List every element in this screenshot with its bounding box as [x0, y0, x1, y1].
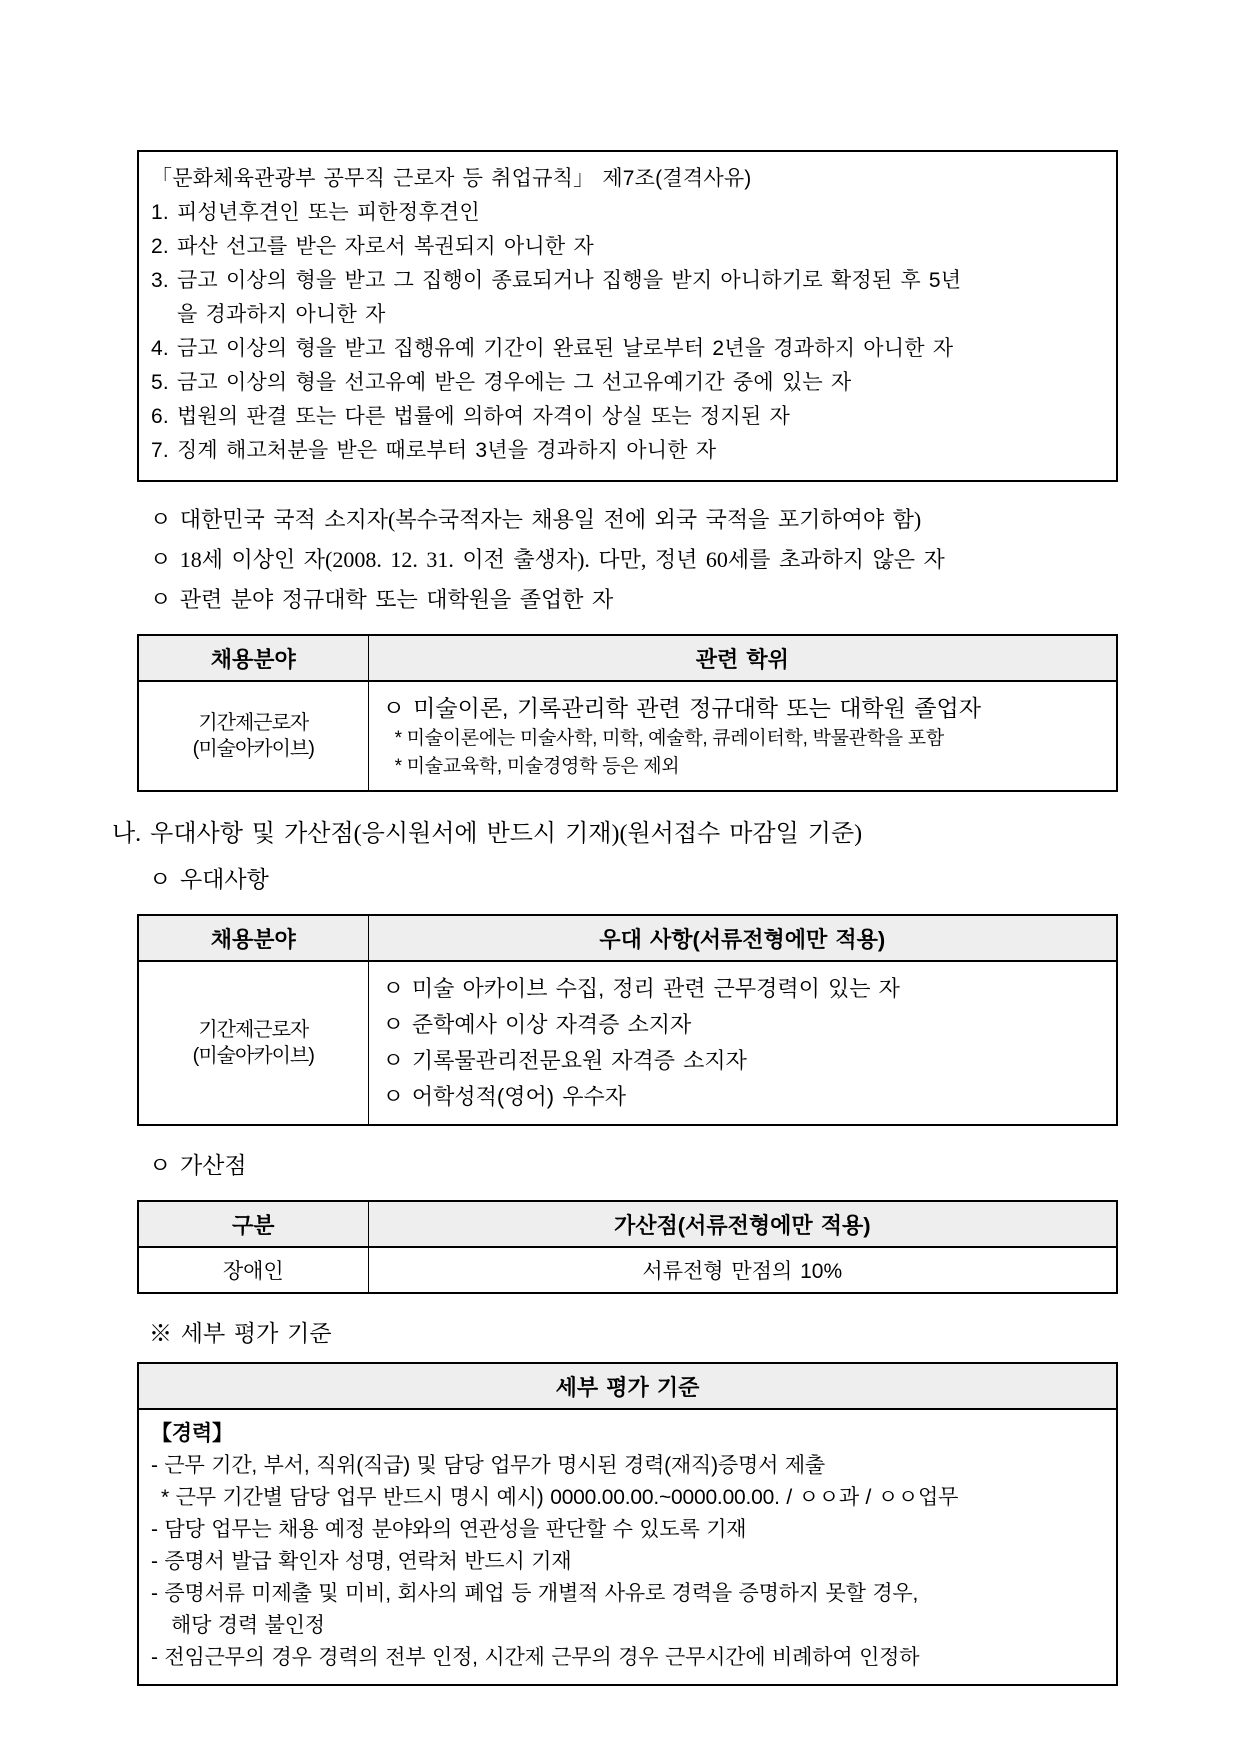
bonus-table [137, 1200, 1118, 1294]
job-field-line1: 기간제근로자 [198, 712, 309, 734]
criteria-line-certificate: - 근무 기간, 부서, 직위(직급) 및 담당 업무가 명시된 경력(재직)증명서 제출 [151, 1454, 825, 1477]
section-heading-na: 나. 우대사항 및 가산점(응시원서에 반드시 기재)(원서접수 마감일 기준) [112, 821, 863, 847]
rule-item-3-continuation: 을 경과하지 아니한 자 [177, 303, 386, 326]
preference-label: ㅇ 우대사항 [149, 867, 269, 892]
job-field-cell [138, 681, 368, 791]
bonus-row-category: 장애인 [138, 1247, 368, 1293]
job-field-cell [138, 961, 368, 1125]
degree-note-exclude: * 미술교육학, 미술경영학 등은 제외 [394, 756, 680, 777]
rule-item-4: 4. 금고 이상의 형을 받고 집행유예 기간이 완료된 날로부터 2년을 경과하지 아니한 자 [151, 337, 954, 360]
criteria-line-missing-docs-continuation: 해당 경력 불인정 [171, 1614, 325, 1637]
eligibility-list [137, 500, 1118, 620]
criteria-table-header: 세부 평가 기준 [138, 1363, 1117, 1409]
criteria-line-example: * 근무 기간별 담당 업무 반드시 명시 예시) 0000.00.00.~0000.00.00. / ㅇㅇ과 / ㅇㅇ업무 [161, 1486, 959, 1509]
preference-content-cell [368, 961, 1117, 1125]
preference-item-experience: ㅇ 미술 아카이브 수집, 정리 관련 근무경력이 있는 자 [382, 976, 900, 1001]
job-field-line1: 기간제근로자 [198, 1019, 309, 1041]
preference-item-records-cert: ㅇ 기록물관리전문요원 자격증 소지자 [382, 1048, 747, 1073]
bonus-table-header-category: 구분 [138, 1201, 368, 1247]
preference-table-header-preference: 우대 사항(서류전형에만 적용) [368, 915, 1117, 961]
degree-main-item: ㅇ 미술이론, 기록관리학 관련 정규대학 또는 대학원 졸업자 [382, 695, 981, 721]
rule-item-1: 1. 피성년후견인 또는 피한정후견인 [151, 201, 480, 224]
preference-item-curator-cert: ㅇ 준학예사 이상 자격증 소지자 [382, 1012, 692, 1037]
criteria-line-relevance: - 담당 업무는 채용 예정 분야와의 연관성을 판단할 수 있도록 기재 [151, 1518, 747, 1541]
criteria-table [137, 1362, 1118, 1686]
rule-item-5: 5. 금고 이상의 형을 선고유예 받은 경우에는 그 선고유예기간 중에 있는 자 [151, 371, 852, 394]
criteria-line-issuer: - 증명서 발급 확인자 성명, 연락처 반드시 기재 [151, 1550, 572, 1573]
preference-item-language: ㅇ 어학성적(영어) 우수자 [382, 1084, 626, 1109]
preference-table-header-field: 채용분야 [138, 915, 368, 961]
rule-box-title: 「문화체육관광부 공무직 근로자 등 취업규칙」 제7조(결격사유) [151, 167, 752, 190]
criteria-line-fulltime: - 전임근무의 경우 경력의 전부 인정, 시간제 근무의 경우 근무시간에 비례하여 인정하 [151, 1646, 920, 1669]
table-row [138, 681, 1117, 791]
rule-item-3: 3. 금고 이상의 형을 받고 그 집행이 종료되거나 집행을 받지 아니하기로 확정된 후 5년 [151, 269, 962, 292]
table-row [138, 961, 1117, 1125]
bonus-table-header-bonus: 가산점(서류전형에만 적용) [368, 1201, 1117, 1247]
eligibility-bullet-age: ㅇ 18세 이상인 자(2008. 12. 31. 이전 출생자). 다만, 정년 60세를 초과하지 않은 자 [150, 547, 945, 572]
degree-table-header-degree: 관련 학위 [368, 635, 1117, 681]
degree-note-include: * 미술이론에는 미술사학, 미학, 예술학, 큐레이터학, 박물관학을 포함 [394, 728, 944, 749]
eligibility-bullet-degree: ㅇ 관련 분야 정규대학 또는 대학원을 졸업한 자 [150, 587, 614, 612]
rule-item-2: 2. 파산 선고를 받은 자로서 복권되지 아니한 자 [151, 235, 594, 258]
eligibility-bullet-nationality: ㅇ 대한민국 국적 소지자(복수국적자는 채용일 전에 외국 국적을 포기하여야 함) [150, 507, 922, 532]
job-field-line2: (미술아카이브) [192, 738, 314, 760]
rule-item-7: 7. 징계 해고처분을 받은 때로부터 3년을 경과하지 아니한 자 [151, 439, 717, 462]
preference-table [137, 914, 1118, 1126]
bonus-row-value: 서류전형 만점의 10% [368, 1247, 1117, 1293]
rule-box [137, 150, 1118, 482]
degree-table-header-field: 채용분야 [138, 635, 368, 681]
criteria-body-cell [138, 1409, 1117, 1685]
criteria-line-missing-docs: - 증명서류 미제출 및 미비, 회사의 폐업 등 개별적 사유로 경력을 증명하지 못할 경우, [151, 1582, 919, 1605]
criteria-label: ※ 세부 평가 기준 [149, 1321, 332, 1346]
degree-table [137, 634, 1118, 792]
degree-content-cell [368, 681, 1117, 791]
rule-item-6: 6. 법원의 판결 또는 다른 법률에 의하여 자격이 상실 또는 정지된 자 [151, 405, 790, 428]
table-row [138, 1247, 1117, 1293]
criteria-section-career: 【경력】 [151, 1422, 233, 1445]
job-field-line2: (미술아카이브) [192, 1045, 314, 1067]
table-row [138, 1409, 1117, 1685]
bonus-label: ㅇ 가산점 [149, 1153, 247, 1178]
